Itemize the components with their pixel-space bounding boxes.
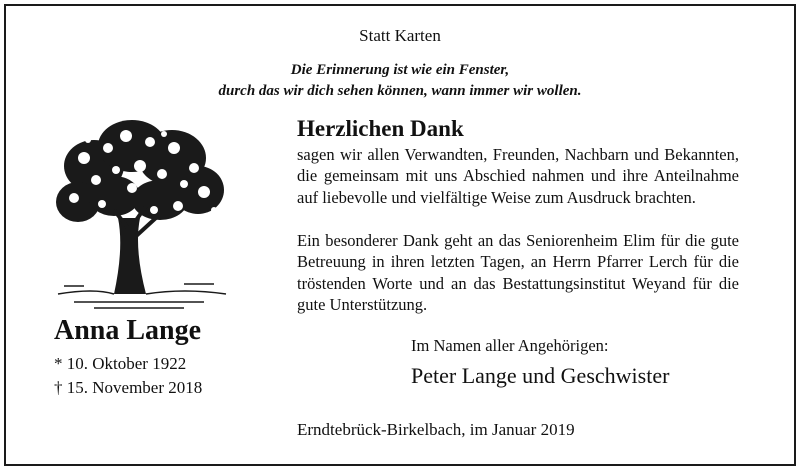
deceased-name: Anna Lange — [54, 315, 202, 346]
quote-line-2: durch das wir dich sehen können, wann immer wir wollen. — [218, 83, 582, 99]
life-dates — [54, 352, 202, 400]
header-text: Statt Karten — [359, 26, 441, 45]
signer-names: Peter Lange und Geschwister — [411, 363, 670, 388]
memorial-quote — [0, 60, 800, 102]
behalf-line: Im Namen aller Angehörigen: — [411, 336, 609, 355]
tree-drawing-icon — [54, 118, 230, 310]
place-and-date: Erndtebrück-Birkelbach, im Januar 2019 — [297, 420, 575, 439]
quote-line-1: Die Erinnerung ist wie ein Fenster, — [290, 62, 510, 78]
death-date: † 15. November 2018 — [54, 378, 203, 397]
birth-date: * 10. Oktober 1922 — [54, 354, 187, 373]
thanks-paragraph-1: sagen wir allen Verwandten, Freunden, Nachbarn und Bekannten, die gemeinsam mit uns Abschied nahmen und ihre Anteilnahme auf liebevolle und vielfältige Weise zum Ausdruck brachten. — [297, 145, 739, 207]
thanks-paragraph-2: Ein besonderer Dank geht an das Seniorenheim Elim für die gute Betreuung in ihren letzten Tagen, an Herrn Pfarrer Lerch für die tröstenden Worte und an das Bestattungsinstitut Weyand für die gute Unterstützung. — [297, 231, 739, 315]
thanks-title: Herzlichen Dank — [297, 116, 464, 141]
